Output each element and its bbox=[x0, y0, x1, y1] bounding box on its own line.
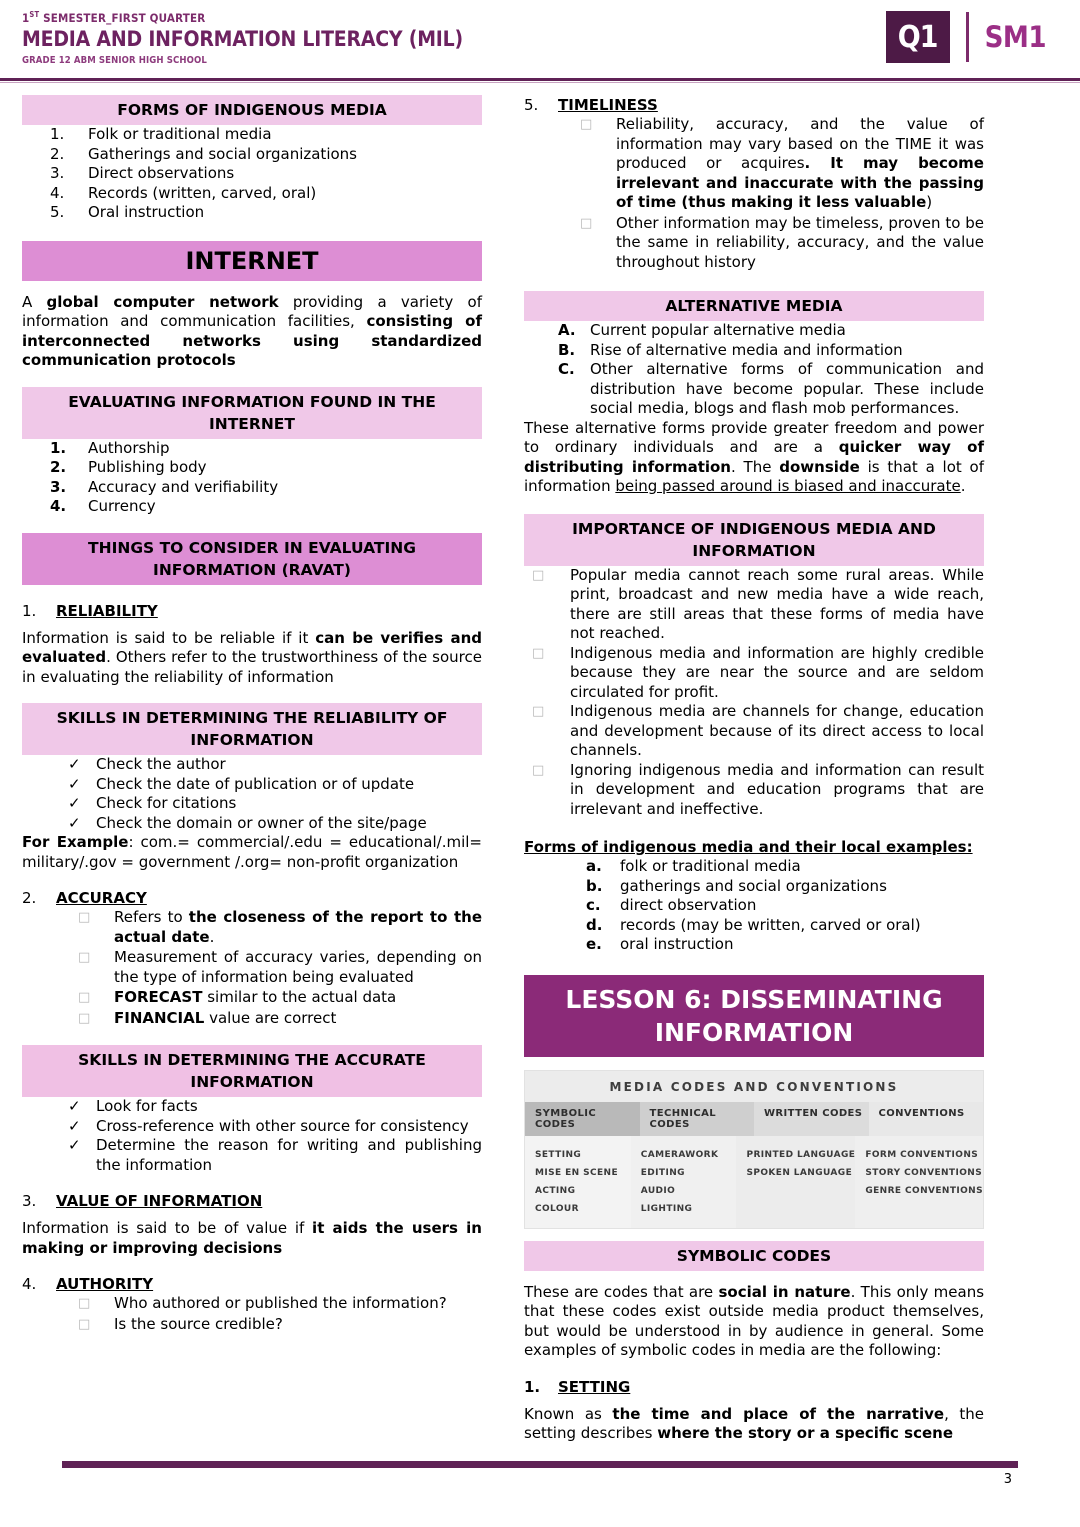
list-text: Determine the reason for writing and publishing the information bbox=[96, 1136, 482, 1174]
paragraph-symbolic-codes bbox=[524, 1283, 984, 1361]
list-marker: 2. bbox=[50, 144, 65, 163]
table-item: STORY CONVENTIONS bbox=[865, 1167, 983, 1178]
list-text: Indigenous media and information are highly credible because they are near the source and are seldom circulated for profit. bbox=[570, 643, 984, 701]
list-item bbox=[22, 1097, 482, 1117]
section-index: 3. bbox=[22, 1192, 37, 1210]
list-item bbox=[22, 439, 482, 459]
text-run: : com.= commercial/.edu = educational/.mil= military/.gov = government /.org= non-profit organization bbox=[22, 833, 482, 871]
list-item bbox=[22, 1117, 482, 1137]
media-codes-table-header-row bbox=[525, 1102, 983, 1136]
list-item bbox=[22, 775, 482, 795]
right-column bbox=[524, 95, 984, 1444]
text-run-bold: global computer network bbox=[46, 292, 279, 311]
section-value-of-information bbox=[22, 1191, 482, 1211]
table-item: ACTING bbox=[535, 1185, 576, 1196]
list-text: Accuracy and verifiability bbox=[88, 477, 279, 496]
list-text: Cross-reference with other source for consistency bbox=[96, 1116, 469, 1135]
section-label: RELIABILITY bbox=[56, 601, 158, 620]
text-run: Refers to bbox=[114, 908, 189, 926]
list-text: Look for facts bbox=[96, 1097, 198, 1115]
check-icon: ✓ bbox=[68, 755, 81, 773]
list-text bbox=[114, 1009, 482, 1029]
list-text: Publishing body bbox=[88, 458, 207, 476]
list-marker: c. bbox=[586, 896, 601, 914]
text-run: . bbox=[209, 927, 215, 946]
list-marker: d. bbox=[586, 915, 603, 934]
list-item bbox=[22, 1294, 482, 1314]
table-cell bbox=[855, 1136, 983, 1228]
table-item: COLOUR bbox=[535, 1203, 579, 1214]
list-marker: 1. bbox=[50, 125, 65, 143]
text-run: value are correct bbox=[204, 1008, 337, 1027]
list-item bbox=[22, 1315, 482, 1335]
list-text: Indigenous media are channels for change, education and development because of its direct access to local channels. bbox=[570, 702, 984, 759]
list-reliability-skills bbox=[22, 755, 482, 833]
text-run-bold: can be verifies and evaluated bbox=[22, 628, 482, 666]
list-item bbox=[22, 948, 482, 987]
column-header: TECHNICAL CODES bbox=[640, 1102, 755, 1136]
box-icon: □ bbox=[78, 990, 91, 1005]
list-item bbox=[22, 814, 482, 834]
footer-rule bbox=[62, 1461, 1018, 1468]
header-badges bbox=[886, 11, 1046, 63]
paragraph-domain-example bbox=[22, 833, 482, 872]
check-icon: ✓ bbox=[68, 794, 81, 812]
check-icon: ✓ bbox=[68, 813, 81, 832]
paragraph-internet-definition bbox=[22, 293, 482, 371]
table-item: SETTING bbox=[535, 1149, 582, 1160]
list-text: records (may be written, carved or oral) bbox=[620, 915, 921, 934]
table-item: LIGHTING bbox=[640, 1203, 693, 1214]
text-run-bold: social in nature bbox=[718, 1282, 851, 1301]
list-item bbox=[22, 1009, 482, 1029]
section-accuracy bbox=[22, 888, 482, 908]
table-item: EDITING bbox=[640, 1167, 685, 1178]
paragraph-reliability bbox=[22, 629, 482, 688]
section-index: 5. bbox=[524, 96, 539, 114]
list-text: Current popular alternative media bbox=[590, 321, 846, 339]
list-item bbox=[22, 458, 482, 478]
list-marker: 1. bbox=[50, 438, 67, 457]
list-item bbox=[22, 1136, 482, 1175]
list-forms-local-examples bbox=[524, 857, 984, 955]
list-text: Ignoring indigenous media and information can result in development and education programs that are irrelevant and ineffective. bbox=[570, 760, 984, 818]
list-text: Currency bbox=[88, 497, 156, 515]
list-alternative-media bbox=[524, 321, 984, 419]
list-item bbox=[524, 360, 984, 419]
list-text: direct observation bbox=[620, 896, 757, 914]
section-label: VALUE OF INFORMATION bbox=[56, 1192, 263, 1210]
heading-ravat: THINGS TO CONSIDER IN EVALUATING INFORMATION (RAVAT) bbox=[22, 533, 482, 585]
text-run: . The bbox=[731, 457, 780, 476]
table-item: AUDIO bbox=[640, 1185, 676, 1196]
heading-forms-local-examples: Forms of indigenous media and their local examples: bbox=[524, 838, 973, 856]
list-item bbox=[22, 164, 482, 184]
media-codes-table-body-row bbox=[525, 1136, 983, 1228]
banner-lesson-6: LESSON 6: DISSEMINATING INFORMATION bbox=[524, 975, 984, 1057]
list-authority-bullets bbox=[22, 1294, 482, 1334]
list-item bbox=[22, 908, 482, 947]
text-run-bold: FORECAST bbox=[114, 988, 203, 1006]
list-text: oral instruction bbox=[620, 935, 734, 953]
section-timeliness bbox=[524, 95, 984, 115]
media-codes-table-title: MEDIA CODES AND CONVENTIONS bbox=[525, 1071, 983, 1102]
list-text: Measurement of accuracy varies, depending on the type of information being evaluated bbox=[114, 948, 482, 986]
table-item: PRINTED LANGUAGE bbox=[746, 1149, 856, 1160]
list-text: Check the author bbox=[96, 755, 226, 773]
list-item bbox=[22, 203, 482, 223]
page-body bbox=[0, 83, 1080, 1444]
table-cell bbox=[631, 1136, 737, 1228]
box-icon: □ bbox=[580, 117, 593, 132]
list-importance-items bbox=[524, 566, 984, 820]
section-label: ACCURACY bbox=[56, 889, 147, 907]
check-icon: ✓ bbox=[68, 1116, 81, 1135]
text-run: Reliability, accuracy, and the value of information may vary based on the TIME it was produced or acquires bbox=[616, 115, 984, 172]
list-item bbox=[22, 794, 482, 814]
kicker-rest: SEMESTER_FIRST QUARTER bbox=[39, 10, 206, 25]
list-text: Oral instruction bbox=[88, 203, 205, 221]
list-text: Gatherings and social organizations bbox=[88, 144, 357, 163]
text-run-bold: the time and place of the narrative bbox=[612, 1404, 945, 1423]
list-text: Check the domain or owner of the site/page bbox=[96, 813, 427, 832]
text-run: These alternative forms provide greater freedom and power to ordinary individuals and are a bbox=[524, 418, 984, 456]
paragraph-value-of-information bbox=[22, 1219, 482, 1258]
section-index: 2. bbox=[22, 889, 37, 907]
list-marker: 4. bbox=[50, 497, 67, 515]
list-text: Check the date of publication or of update bbox=[96, 774, 415, 793]
list-text: Authorship bbox=[88, 438, 170, 457]
list-marker: 4. bbox=[50, 183, 65, 202]
section-setting bbox=[524, 1377, 984, 1397]
table-item: CAMERAWORK bbox=[640, 1149, 719, 1160]
text-run-bold: the closeness of the report to the actual date bbox=[114, 908, 482, 946]
list-item bbox=[524, 935, 984, 955]
box-icon: □ bbox=[78, 1296, 91, 1311]
text-run-bold: For Example bbox=[22, 833, 129, 851]
list-marker: 5. bbox=[50, 203, 65, 221]
list-text: Other information may be timeless, proven to be the same in reliability, accuracy, and the value throughout history bbox=[616, 213, 984, 271]
check-icon: ✓ bbox=[68, 774, 81, 793]
paragraph-alternative-forms bbox=[524, 419, 984, 497]
list-text: Popular media cannot reach some rural areas. While print, broadcast and new media have a wide reach, there are still areas that these forms of media have not reached. bbox=[570, 565, 984, 642]
column-header: CONVENTIONS bbox=[869, 1102, 984, 1136]
column-header: WRITTEN CODES bbox=[754, 1102, 869, 1136]
list-text: Rise of alternative media and information bbox=[590, 340, 903, 359]
heading-alternative-media: ALTERNATIVE MEDIA bbox=[524, 291, 984, 321]
media-codes-table bbox=[524, 1070, 984, 1229]
table-cell bbox=[736, 1136, 855, 1228]
box-icon: □ bbox=[78, 1316, 91, 1332]
table-item: MISE EN SCENE bbox=[535, 1167, 618, 1178]
text-run: similar to the actual data bbox=[202, 988, 397, 1006]
text-run: A bbox=[22, 292, 47, 311]
list-item bbox=[524, 566, 984, 644]
list-text bbox=[114, 908, 482, 947]
list-marker: C. bbox=[558, 360, 575, 378]
list-item bbox=[22, 145, 482, 165]
list-text: Records (written, carved, oral) bbox=[88, 183, 317, 202]
section-index: 4. bbox=[22, 1275, 37, 1293]
list-item bbox=[524, 341, 984, 361]
text-run: Information is said to be of value if bbox=[22, 1219, 313, 1237]
paragraph-setting bbox=[524, 1405, 984, 1444]
list-evaluating-information bbox=[22, 439, 482, 517]
list-marker: 3. bbox=[50, 164, 65, 182]
section-index: 1. bbox=[524, 1377, 541, 1396]
list-item bbox=[524, 916, 984, 936]
list-item bbox=[524, 644, 984, 703]
list-marker: 2. bbox=[50, 458, 67, 476]
list-item bbox=[524, 857, 984, 877]
list-item bbox=[22, 125, 482, 145]
table-item: FORM CONVENTIONS bbox=[865, 1149, 979, 1160]
list-item bbox=[524, 896, 984, 916]
list-marker: a. bbox=[586, 857, 602, 875]
text-run: providing a variety of information and communication facilities, bbox=[22, 292, 482, 330]
table-item: GENRE CONVENTIONS bbox=[865, 1185, 983, 1196]
section-index: 1. bbox=[22, 601, 37, 620]
section-label: AUTHORITY bbox=[56, 1275, 154, 1293]
list-item bbox=[524, 702, 984, 761]
page-subtitle: GRADE 12 ABM SENIOR HIGH SCHOOL bbox=[22, 54, 207, 66]
page-header bbox=[0, 0, 1080, 72]
page-footer bbox=[0, 1461, 1080, 1487]
box-icon: □ bbox=[532, 762, 545, 778]
box-icon: □ bbox=[78, 950, 91, 965]
text-run-bold: quicker way of distributing information bbox=[524, 438, 984, 476]
box-icon: □ bbox=[532, 704, 545, 719]
list-text: Is the source credible? bbox=[114, 1314, 283, 1333]
semester-badge: SM1 bbox=[984, 20, 1046, 54]
heading-skills-reliability: SKILLS IN DETERMINING THE RELIABILITY OF INFORMATION bbox=[22, 703, 482, 755]
table-item: SPOKEN LANGUAGE bbox=[746, 1167, 853, 1178]
box-icon: □ bbox=[532, 645, 545, 661]
list-item bbox=[524, 761, 984, 820]
badge-divider bbox=[966, 12, 969, 62]
text-run-bold: FINANCIAL bbox=[114, 1008, 205, 1027]
list-item bbox=[22, 988, 482, 1008]
heading-symbolic-codes: SYMBOLIC CODES bbox=[524, 1241, 984, 1271]
text-run-bold: it aids the users in making or improving decisions bbox=[22, 1219, 482, 1257]
list-marker: 3. bbox=[50, 477, 67, 496]
text-run-bold: . It may become irrelevant and inaccurate with the passing of time (thus making it less valuable bbox=[616, 154, 984, 211]
list-marker: B. bbox=[558, 340, 576, 359]
list-text bbox=[616, 115, 984, 213]
heading-evaluating-information: EVALUATING INFORMATION FOUND IN THE INTERNET bbox=[22, 387, 482, 439]
list-item bbox=[524, 877, 984, 897]
box-icon: □ bbox=[532, 567, 545, 583]
heading-internet: INTERNET bbox=[22, 241, 482, 281]
text-run: is that a lot of information bbox=[524, 457, 985, 495]
text-run: . bbox=[960, 477, 966, 495]
list-text: gatherings and social organizations bbox=[620, 876, 887, 895]
list-accuracy-bullets bbox=[22, 908, 482, 1028]
text-run-bold: where the story or a specific scene bbox=[657, 1424, 954, 1442]
text-run: , the setting describes bbox=[524, 1404, 985, 1442]
list-accurate-skills bbox=[22, 1097, 482, 1175]
kicker-superscript: ST bbox=[29, 10, 40, 19]
list-text: Other alternative forms of communication and distribution have become popular. These include social media, blogs and flash mob performances. bbox=[590, 360, 984, 417]
text-run: These are codes that are bbox=[524, 1282, 719, 1301]
text-run: . This only means that these codes exist outside media product themselves, but would be understood in by audience in general. Some examples of symbolic codes in media are the following: bbox=[524, 1282, 985, 1359]
box-icon: □ bbox=[580, 215, 593, 231]
box-icon: □ bbox=[78, 1010, 91, 1026]
heading-forms-of-indigenous-media: FORMS OF INDIGENOUS MEDIA bbox=[22, 95, 482, 125]
header-rule bbox=[0, 78, 1080, 81]
list-forms-of-indigenous-media bbox=[22, 125, 482, 223]
list-item bbox=[22, 497, 482, 517]
list-text: Direct observations bbox=[88, 164, 235, 182]
list-item bbox=[524, 115, 984, 213]
page-number: 3 bbox=[1003, 1472, 1012, 1487]
heading-importance-indigenous: IMPORTANCE OF INDIGENOUS MEDIA AND INFORMATION bbox=[524, 514, 984, 566]
section-authority bbox=[22, 1274, 482, 1294]
list-item bbox=[22, 755, 482, 775]
list-text: folk or traditional media bbox=[620, 857, 801, 875]
list-item bbox=[524, 321, 984, 341]
text-run-bold: downside bbox=[779, 457, 860, 476]
left-column bbox=[22, 95, 482, 1444]
check-icon: ✓ bbox=[68, 1136, 81, 1154]
text-run: . Others refer to the trustworthiness of the source in evaluating the reliability of information bbox=[22, 648, 482, 686]
page-title: MEDIA AND INFORMATION LITERACY (MIL) bbox=[22, 26, 463, 51]
text-run-underline: being passed around is biased and inaccurate bbox=[615, 477, 961, 495]
list-item bbox=[524, 214, 984, 273]
column-header: SYMBOLIC CODES bbox=[525, 1102, 640, 1136]
text-run: Information is said to be reliable if it bbox=[22, 628, 316, 647]
list-text: Who authored or published the information? bbox=[114, 1294, 447, 1312]
list-timeliness-bullets bbox=[524, 115, 984, 272]
heading-skills-accurate: SKILLS IN DETERMINING THE ACCURATE INFORMATION bbox=[22, 1045, 482, 1097]
list-text: Check for citations bbox=[96, 794, 237, 812]
list-text bbox=[114, 988, 482, 1008]
list-item bbox=[22, 184, 482, 204]
section-reliability bbox=[22, 601, 482, 621]
list-text: Folk or traditional media bbox=[88, 125, 272, 143]
text-run: ) bbox=[926, 193, 933, 211]
text-run: Known as bbox=[524, 1404, 613, 1423]
table-cell bbox=[525, 1136, 631, 1228]
check-icon: ✓ bbox=[68, 1097, 81, 1115]
list-marker: A. bbox=[558, 321, 576, 339]
quarter-badge: Q1 bbox=[886, 11, 950, 63]
text-run-bold: consisting of interconnected networks using standardized communication protocols bbox=[22, 312, 483, 369]
list-marker: e. bbox=[586, 935, 602, 953]
section-label: TIMELINESS bbox=[558, 96, 658, 114]
box-icon: □ bbox=[78, 910, 91, 925]
list-marker: b. bbox=[586, 876, 603, 895]
list-item bbox=[22, 478, 482, 498]
section-label: SETTING bbox=[558, 1377, 631, 1396]
kicker-prefix: 1 bbox=[22, 10, 30, 25]
